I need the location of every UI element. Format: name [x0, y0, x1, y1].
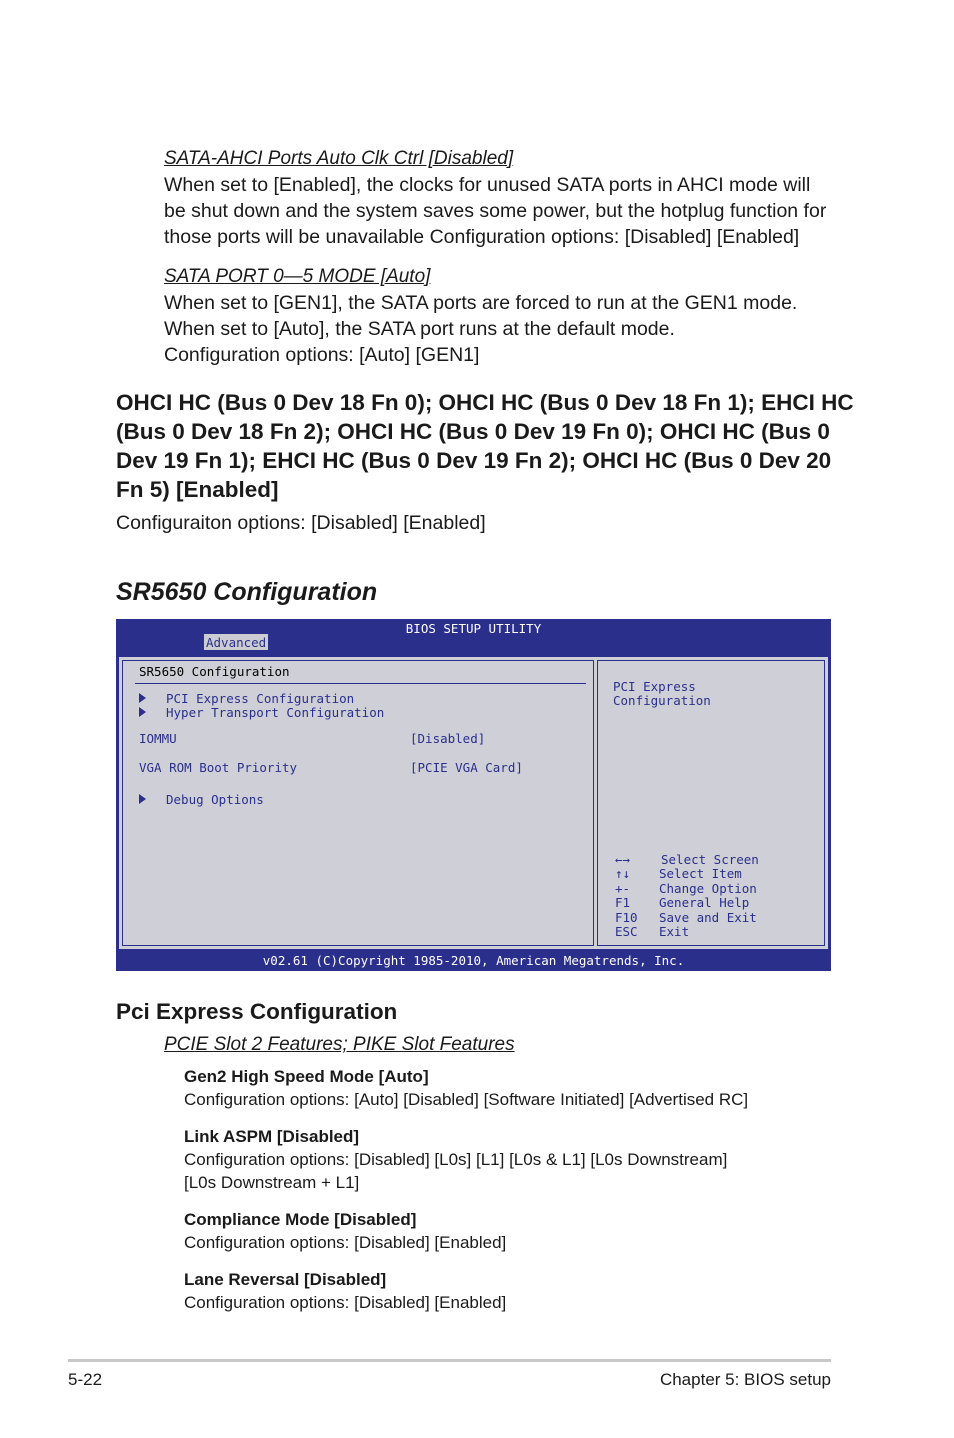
bios-help-panel — [597, 660, 825, 946]
iommu-value[interactable]: [Disabled] — [410, 731, 486, 746]
vga-rom-value[interactable]: [PCIE VGA Card] — [410, 760, 523, 775]
key-esc: ESC — [615, 924, 638, 939]
key-action: Exit — [659, 924, 690, 939]
submenu-label: Debug Options — [166, 792, 264, 807]
help-text-line: Configuration — [613, 693, 711, 708]
bios-divider — [135, 683, 586, 684]
sata-port-description: When set to [GEN1], the SATA ports are forced to run at the GEN1 mode. When set to [Auto], the SATA port runs at the default mode. Configuration options: [Auto] [GEN1] — [164, 292, 798, 366]
lane-reversal-title: Lane Reversal [Disabled] — [184, 1270, 387, 1289]
help-text-line: PCI Express — [613, 679, 696, 694]
submenu-label: Hyper Transport Configuration — [166, 705, 385, 720]
key-f10: F10 — [615, 910, 638, 925]
ohci-heading: OHCI HC (Bus 0 Dev 18 Fn 0); OHCI HC (Bus 0 Dev 18 Fn 1); EHCI HC (Bus 0 Dev 18 Fn 2); OHCI HC (Bus 0 Dev 19 Fn 0); OHCI HC (Bus 0 Dev 19 Fn 1); EHCI HC (Bus 0 Dev 19 Fn 2); OHCI HC (Bus 0 Dev 20 Fn 5) [Enabled] — [116, 390, 854, 502]
page-number: 5-22 — [68, 1370, 103, 1389]
section-title: SR5650 Configuration — [116, 578, 378, 606]
bios-settings-panel — [122, 660, 594, 946]
compliance-title: Compliance Mode [Disabled] — [184, 1210, 417, 1229]
ohci-options: Configuraiton options: [Disabled] [Enabled] — [116, 512, 486, 534]
key-f1: F1 — [615, 895, 631, 910]
sata-ahci-title: SATA-AHCI Ports Auto Clk Ctrl [Disabled] — [164, 148, 514, 169]
submenu-label: PCI Express Configuration — [166, 691, 355, 706]
key-up-down-icon: ↑↓ — [615, 866, 631, 881]
tab-advanced[interactable]: Advanced — [206, 635, 267, 650]
key-action: Change Option — [659, 881, 757, 896]
bios-title: BIOS SETUP UTILITY — [405, 621, 542, 636]
vga-rom-label: VGA ROM Boot Priority — [139, 760, 298, 775]
submenu-arrow-icon — [139, 794, 146, 804]
gen2-title: Gen2 High Speed Mode [Auto] — [184, 1067, 429, 1086]
footer-divider — [68, 1359, 831, 1362]
chapter-label: Chapter 5: BIOS setup — [659, 1370, 831, 1389]
compliance-options: Configuration options: [Disabled] [Enabled] — [184, 1233, 507, 1252]
iommu-label: IOMMU — [139, 731, 177, 746]
key-action: General Help — [659, 895, 750, 910]
key-plus-minus: +- — [615, 881, 631, 896]
bios-main-area — [119, 657, 828, 949]
submenu-arrow-icon — [139, 693, 146, 703]
key-action: Save and Exit — [659, 910, 757, 925]
key-left-right-icon: ←→ — [615, 852, 631, 867]
link-aspm-options: Configuration options: [Disabled] [L0s] [L1] [L0s & L1] [L0s Downstream] [L0s Downstream + L1] — [184, 1150, 728, 1192]
pci-subheading: PCIE Slot 2 Features; PIKE Slot Features — [164, 1034, 515, 1055]
key-action: Select Item — [659, 866, 742, 881]
pci-heading: Pci Express Configuration — [116, 999, 398, 1024]
bios-panel-title: SR5650 Configuration — [139, 664, 290, 679]
key-action: Select Screen — [661, 852, 759, 867]
sata-port-title: SATA PORT 0—5 MODE [Auto] — [164, 266, 431, 287]
sata-ahci-description: When set to [Enabled], the clocks for unused SATA ports in AHCI mode will be shut down and the system saves some power, but the hotplug function for those ports will be unavailable Configuration options: [Disabled] [Enabled] — [164, 174, 827, 248]
lane-reversal-options: Configuration options: [Disabled] [Enabled] — [184, 1293, 507, 1312]
bios-copyright: v02.61 (C)Copyright 1985-2010, American Megatrends, Inc. — [262, 953, 685, 968]
gen2-options: Configuration options: [Auto] [Disabled] [Software Initiated] [Advertised RC] — [184, 1090, 749, 1109]
bios-screenshot — [116, 619, 831, 971]
submenu-arrow-icon — [139, 707, 146, 717]
link-aspm-title: Link ASPM [Disabled] — [184, 1127, 360, 1146]
key-select-screen — [615, 852, 630, 867]
